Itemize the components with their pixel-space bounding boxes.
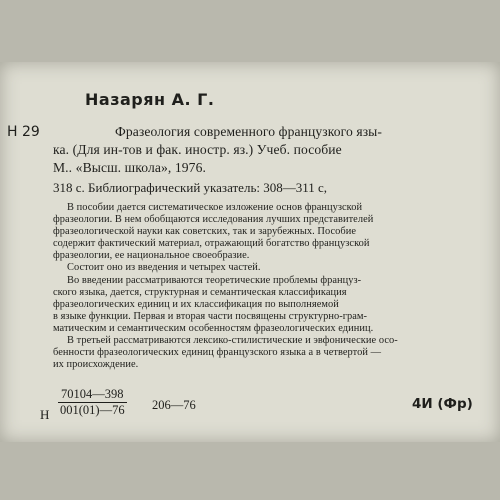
catalog-denominator: 001(01)—76: [60, 403, 125, 417]
pages-bibliography: 318 с. Библиографический указатель: 308—311 с,: [53, 180, 328, 195]
classification-code: 4И (Фр): [412, 396, 473, 412]
author-name: Назарян А. Г.: [85, 90, 215, 109]
title-line: Фразеология современного французкого язы-: [115, 124, 383, 139]
abstract-line: В пособии дается систематическое изложение основ французской: [67, 202, 363, 213]
catalog-fraction: [58, 387, 127, 418]
catalog-card: [0, 62, 500, 442]
catalog-letter: Н: [40, 407, 50, 422]
abstract-line: Во введении рассматриваются теоретические проблемы француз-: [67, 275, 362, 286]
abstract-line: фразеологии. В нем обобщаются исследования лучших представителей: [53, 214, 374, 225]
abstract-line: их происхождение.: [53, 359, 139, 370]
abstract-line: В третьей рассматриваются лексико-стилистические и эвфонические осо-: [67, 335, 398, 346]
price-code: 206—76: [152, 398, 196, 412]
abstract-line: фразеологических единиц и их классификация по выполняемой: [53, 299, 339, 310]
abstract-line: Состоит оно из введения и четырех частей.: [67, 262, 261, 273]
title-line: М.. «Высш. школа», 1976.: [53, 160, 206, 175]
abstract-line: матическим и семантическим особенностям фразеологических единиц.: [53, 323, 374, 334]
abstract-line: фразеологической науки как советских, так и зарубежных. Пособие: [53, 226, 357, 237]
abstract-line: содержит фактический материал, отражающий богатство французской: [53, 238, 370, 249]
abstract-line: бенности фразеологических единиц французского языка а в четвертой —: [53, 347, 382, 358]
abstract-line: фразеологии, ее национальное своеобразие.: [53, 250, 250, 261]
call-number: Н 29: [7, 124, 40, 140]
title-line: ка. (Для ин-тов и фак. иностр. яз.) Учеб. пособие: [53, 142, 342, 157]
abstract-line: в языке функции. Первая и вторая части посвящены структурно-грам-: [53, 311, 368, 322]
catalog-numerator: 70104—398: [58, 387, 127, 403]
abstract-line: ского языка, дается, структурная и семантическая классификация: [53, 287, 347, 298]
